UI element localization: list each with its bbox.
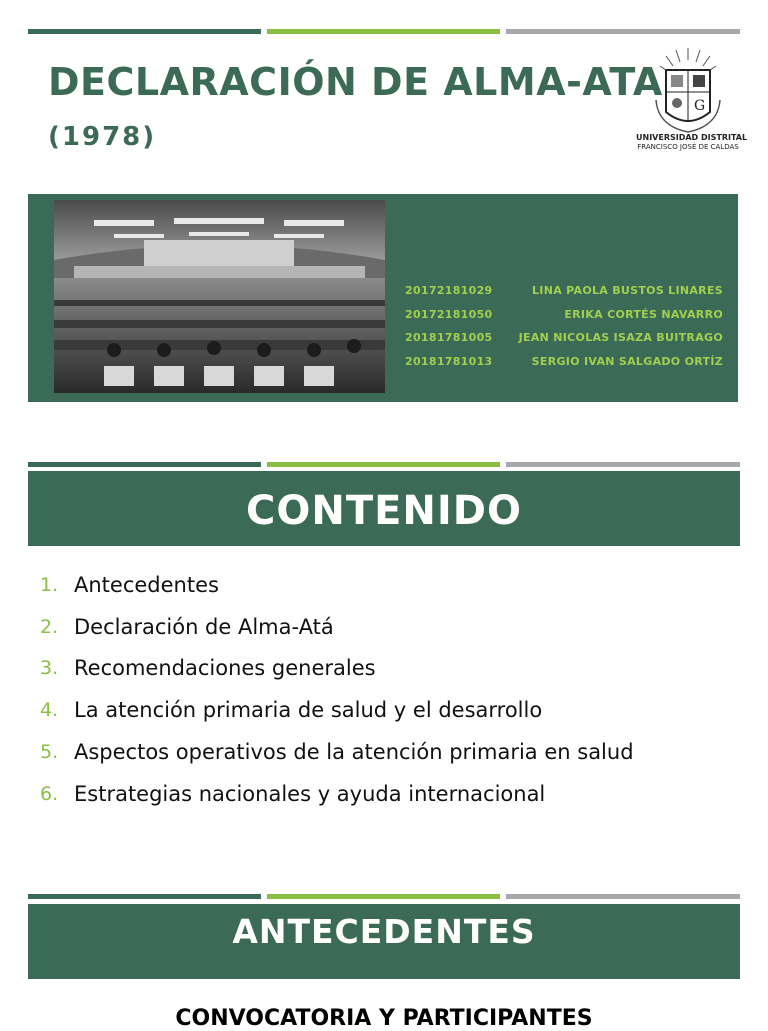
divider-segment-dark xyxy=(28,29,261,34)
toc-number: 3. xyxy=(40,657,59,680)
author-id: 20181781013 xyxy=(405,354,493,368)
contenido-divider xyxy=(28,462,740,467)
author-row xyxy=(405,350,723,374)
toc-item xyxy=(40,773,634,815)
assembly-hall-photo xyxy=(54,200,385,393)
author-name: JEAN NICOLAS ISAZA BUITRAGO xyxy=(518,331,723,345)
divider-segment-gray xyxy=(506,29,740,34)
toc-item xyxy=(40,689,634,731)
divider-segment-dark xyxy=(28,462,261,467)
toc-number: 4. xyxy=(40,699,59,722)
divider-segment-green xyxy=(267,894,500,899)
author-row xyxy=(405,303,723,327)
slide-title: DECLARACIÓN DE ALMA-ATA xyxy=(48,60,663,104)
divider-segment-green xyxy=(267,29,500,34)
divider-segment-dark xyxy=(28,894,261,899)
divider-segment-gray xyxy=(506,462,740,467)
contenido-heading: CONTENIDO xyxy=(28,471,740,546)
toc-label: Recomendaciones generales xyxy=(74,656,376,681)
toc-item xyxy=(40,606,634,648)
divider-segment-gray xyxy=(506,894,740,899)
toc-item xyxy=(40,564,634,606)
author-name: ERIKA CORTÉS NAVARRO xyxy=(564,307,723,321)
svg-text:G: G xyxy=(694,98,706,114)
toc-label: Antecedentes xyxy=(74,572,219,597)
toc-number: 2. xyxy=(40,615,59,638)
toc-label: La atención primaria de salud y el desarrollo xyxy=(74,698,543,723)
author-id: 20172181050 xyxy=(405,307,493,321)
author-row xyxy=(405,279,723,303)
antecedentes-divider xyxy=(28,894,740,899)
authors-list xyxy=(405,279,723,373)
toc-item xyxy=(40,648,634,690)
author-row xyxy=(405,326,723,350)
university-subname: FRANCISCO JOSÉ DE CALDAS xyxy=(637,143,739,151)
antecedentes-subheading: CONVOCATORIA Y PARTICIPANTES xyxy=(175,1006,593,1031)
divider-segment-green xyxy=(267,462,500,467)
toc-number: 6. xyxy=(40,782,59,805)
author-id: 20172181029 xyxy=(405,284,493,298)
table-of-contents xyxy=(40,564,634,815)
toc-item xyxy=(40,731,634,773)
toc-label: Estrategias nacionales y ayuda internacional xyxy=(74,781,546,806)
toc-number: 5. xyxy=(40,741,59,764)
toc-label: Aspectos operativos de la atención primaria en salud xyxy=(74,740,634,765)
toc-number: 1. xyxy=(40,573,59,596)
toc-label: Declaración de Alma-Atá xyxy=(74,614,334,639)
author-id: 20181781005 xyxy=(405,331,493,345)
university-name: UNIVERSIDAD DISTRITAL xyxy=(636,133,748,142)
antecedentes-heading: ANTECEDENTES xyxy=(28,904,740,979)
author-name: LINA PAOLA BUSTOS LINARES xyxy=(532,284,723,298)
slide-year: (1978) xyxy=(48,122,157,152)
top-divider xyxy=(28,29,740,34)
author-name: SERGIO IVAN SALGADO ORTÍZ xyxy=(531,354,723,368)
